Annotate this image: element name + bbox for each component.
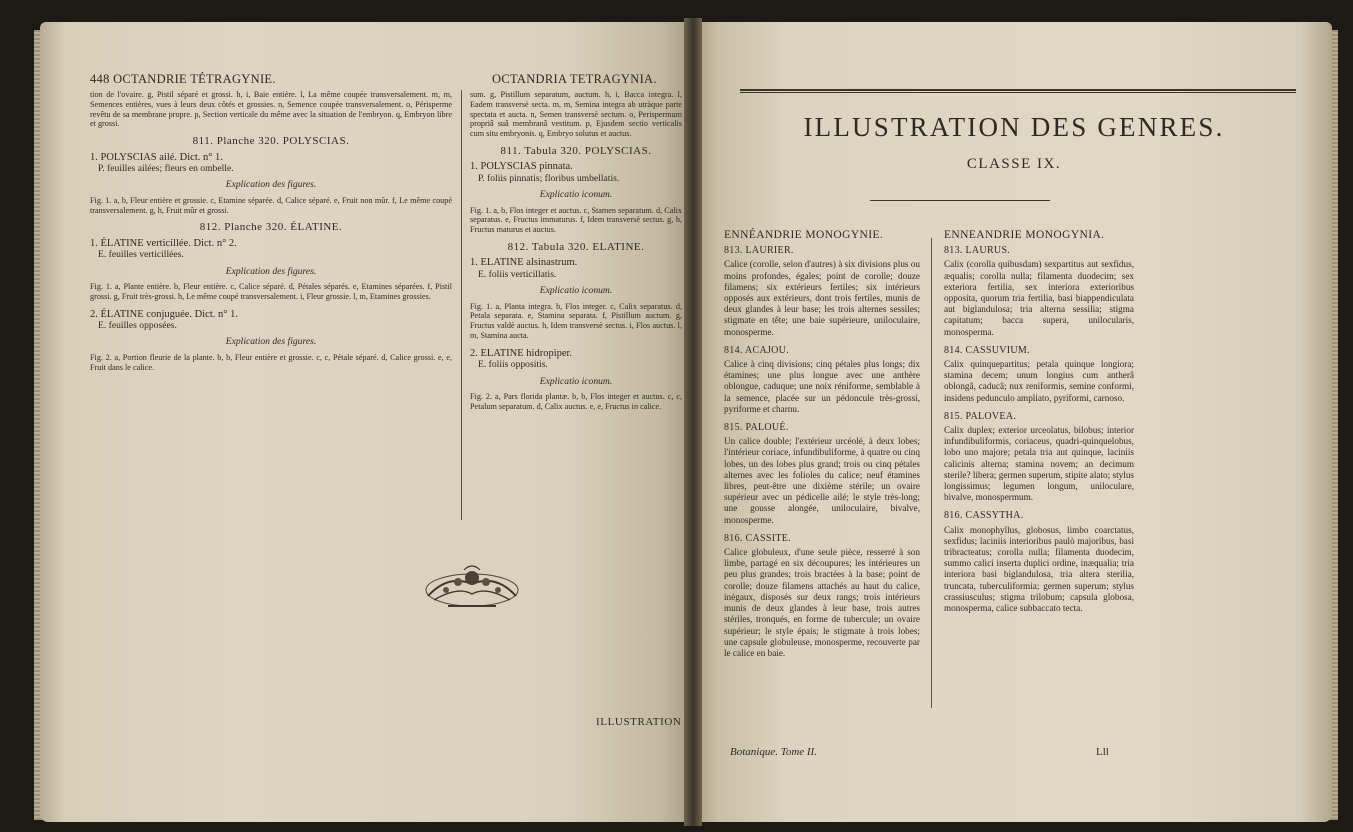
french-explication-title: Explication des figures. <box>225 336 317 348</box>
french-genus-desc: P. feuilles ailées; fleurs en ombelle. <box>98 163 234 174</box>
french-genus: 2. ÉLATINE conjuguée. Dict. n° 1. <box>90 308 238 320</box>
french-order-heading: ENNÉANDRIE MONOGYNIE. <box>724 229 884 241</box>
french-explication: Fig. 2. a, Portion fleurie de la plante. b, b, Fleur entière et grossie. c, c, Pétale séparé. d, Calice grossi. e, e, Fruit dans le calice. <box>90 352 452 372</box>
french-genus-text: Un calice double; l'extérieur urcéolé, à deux lobes; l'intérieur coriace, infundibuliforme, à quatre ou cinq lobes, un des lobes plus grand; trois ou cinq pétales alternes avec les folioles du calice; neuf étamines libres, peut-être une dixième stérile; un ovaire supérieur avec un pédicelle ailé; le style très-long; une gousse alongée, uniloculaire, bivalve, monosperme. <box>724 436 920 525</box>
latin-genus-text: Calix quinquepartitus; petala quinque longiora; stamina decem; unum longius cum antherâ oblongâ, caducâ; nux reniformis, semine conformi, insidens pedunculo ampliato, pyriformi, carnoso. <box>944 359 1134 403</box>
french-genus-text: Calice (corolle, selon d'autres) à six divisions plus ou moins profondes, égales; point de corolle; douze filamens; six extérieurs fertiles; six intérieurs opposés aux extérieurs, dont trois fertiles, munis de deux glandes à leur base; les trois alternes sessiles; stigmate en tête; une baie supérieure, uniloculaire, monosperme. <box>724 259 920 337</box>
header-double-rule <box>740 89 1296 93</box>
latin-genus: 1. POLYSCIAS pinnata. <box>470 161 573 173</box>
left-header-french: 448 OCTANDRIE TÉTRAGYNIE. <box>90 72 276 86</box>
french-intro: tion de l'ovaire. g, Pistil séparé et grossi. h, i, Baie entière. l, La même coupée transversalement. m, m, Semences entières, vues à leurs deux côtés et grossies. n, Semence coupée transversalement. o, Périsperme revêtu de sa membrane propre. p, Section verticale du même avec la situation de l'embryon. q, Embryon libre et grossi. <box>90 90 452 129</box>
french-genus-desc: E. feuilles verticillées. <box>98 249 184 261</box>
french-section-heading: 812. Planche 320. ÉLATINE. <box>199 221 343 234</box>
french-genus-text: Calice globuleux, d'une seule pièce, resserré à son limbe, partagé en six découpures; les intérieures un peu plus grandes; trois bractées à la base; point de corolle; douze filamens attachés au haut du calice, inégaux, disposés sur deux rangs; trois intérieurs munis de deux glandes à leur base, trois autres stériles, tronqués, en forme de tubercule; un ovaire supérieur; le style épais; le stigmate à trois lobes; une capsule globuleuse, monosperme, recouverte par le calice en baie. <box>724 547 920 658</box>
left-latin-column <box>470 90 682 416</box>
column-divider <box>461 90 462 520</box>
latin-genus-text: Calix monophyllus, globosus, limbo coarctatus, sexfidus; laciniis interioribus paulò majoribus, basi tribracteatus; corolla nulla; filamenta duodecim, summo calici inserta duplici ordine, inæqualia; tria interiora basi biglandulosa, tria altera sterilia, truncata, tuberculiformia; germen superum; stylus crassiusculus; stigma trilobum; capsula globosa, monosperma, calice subbaccato tecta. <box>944 524 1134 614</box>
french-section-heading: 811. Planche 320. POLYSCIAS. <box>192 135 350 148</box>
french-genus-name: 813. LAURIER. <box>724 245 794 257</box>
class-heading: CLASSE IX. <box>966 156 1062 172</box>
latin-explication: Fig. 1. a, Planta integra. b, Flos integer. c, Calix separatus. d, Petala separata. e, Stamina separata. f, Pistillum auctum. g, Fructus valdè auctus. h, Idem transversè sectus. i, Flos auctus. l, m, Stamina aucta. <box>470 301 682 341</box>
latin-genus-desc: E. foliis verticillatis. <box>478 268 557 280</box>
french-genus: 1. POLYSCIAS ailé. Dict. n° 1. <box>90 151 223 163</box>
latin-explication: Fig. 2. a, Pars florida plantæ. b, b, Flos integer et auctus. c, c, Petalum separatum. d, Calix auctus. e, e, Fructus in calice. <box>470 392 682 411</box>
latin-genus-text: Calix duplex; exterior urceolatus, bilobus; interior infundibuliformis, coriaceus, quadri-quinquelobus, lobo uno majore; petala tria aut quinque, laciniis calicinis alterna; stamina novem; an decimum sterile? libera; germen superum, stipite alato; stylus longissimus; legumen longum, uniloculare, bivalve, monospermum. <box>944 425 1134 503</box>
book-gutter <box>684 18 702 826</box>
latin-genus: 2. ELATINE hidropiper. <box>470 347 573 359</box>
french-genus-name: 816. CASSITE. <box>724 532 791 544</box>
latin-explication-title: Explicatio iconum. <box>539 189 613 201</box>
title-rule <box>870 200 1050 201</box>
left-header-latin: OCTANDRIA TETRAGYNIA. <box>492 72 657 86</box>
signature-mark: Lll <box>1096 746 1109 758</box>
french-explication-title: Explication des figures. <box>225 179 317 191</box>
catchword: ILLUSTRATION <box>596 716 682 728</box>
french-genus-name: 814. ACAJOU. <box>724 344 789 356</box>
french-genus-desc: E. feuilles opposées. <box>98 320 177 332</box>
latin-section-heading: 811. Tabula 320. POLYSCIAS. <box>500 144 652 157</box>
french-explication: Fig. 1. a, b, Fleur entière et grossie. c, Etamine séparée. d, Calice séparé. e, Fruit non mûr. f, Le même coupé transversalement. g, h, Fruit mûr et grossi. <box>90 195 452 215</box>
french-explication-title: Explication des figures. <box>225 265 317 277</box>
right-latin-column <box>944 230 1134 621</box>
latin-order-heading: ENNEANDRIE MONOGYNIA. <box>944 229 1105 241</box>
french-genus-text: Calice à cinq divisions; cinq pétales plus longs; dix étamines; une plus longue avec une anthère oblongue, caduque; une noix réniforme, semblable à la semence, placée sur un pédoncule très-grossi, pyriforme et charnu. <box>724 359 920 414</box>
left-french-column <box>90 90 452 376</box>
right-french-column <box>724 230 920 666</box>
column-divider <box>931 238 932 708</box>
latin-genus-text: Calix (corolla quibusdam) sexpartitus aut sexfidus, æqualis; corolla nulla; filamenta duodecim; sex exteriora fertilia, sex interiora exterioribus opposita, quorum tria fertilia, basi biappendiculata aut biglandulosa; tria alterna sessilia; stigma capitatum; bacca supera, unilocularis, monosperma. <box>944 259 1134 337</box>
french-genus: 1. ÉLATINE verticillée. Dict. n° 2. <box>90 237 237 249</box>
latin-genus-desc: P. foliis pinnatis; floribus umbellatis. <box>478 172 620 184</box>
latin-explication: Fig. 1. a, b, Flos integer et auctus. c, Stamen separatum. d, Calix separatus. e, Fructus immaturus. f, Idem transversè sectus. g, h, Fructus maturus et auctus. <box>470 205 682 235</box>
floral-ornament-icon <box>418 560 526 616</box>
page-title: ILLUSTRATION DES GENRES. <box>803 112 1225 142</box>
latin-genus-name: 816. CASSYTHA. <box>944 510 1024 522</box>
latin-genus-name: 814. CASSUVIUM. <box>944 344 1030 356</box>
signature-line: Botanique. Tome II. <box>730 746 817 758</box>
latin-section-heading: 812. Tabula 320. ELATINE. <box>507 241 645 253</box>
latin-genus-desc: E. foliis oppositis. <box>478 359 548 371</box>
latin-genus-name: 813. LAURUS. <box>944 245 1011 257</box>
latin-explication-title: Explicatio iconum. <box>539 285 613 297</box>
latin-genus-name: 815. PALOVEA. <box>944 410 1017 422</box>
latin-intro: sum. g, Pistillum separatum, auctum. h, i, Bacca integra. l, Eadem transversè secta. m, m, Semina integra ab utràque parte spectata et aucta. n, Semen transversè sectum. o, Perispermum propriâ suâ membranâ vestitum. p, Ejusdem sectio verticalis cum situ embryonis. q, Embryo solutus et auctus. <box>470 90 682 139</box>
latin-genus: 1. ELATINE alsinastrum. <box>470 257 578 269</box>
french-genus-name: 815. PALOUÉ. <box>724 422 789 434</box>
latin-explication-title: Explicatio iconum. <box>539 375 613 387</box>
french-explication: Fig. 1. a, Plante entière. b, Fleur entière. c, Calice séparé. d, Pétales séparés. e, Etamines séparées. f, Pistil grossi. g, Fruit très-grossi. h, Le même coupé transversalement. i, Fleur grossie. l, m, Etamines grossies. <box>90 282 452 301</box>
